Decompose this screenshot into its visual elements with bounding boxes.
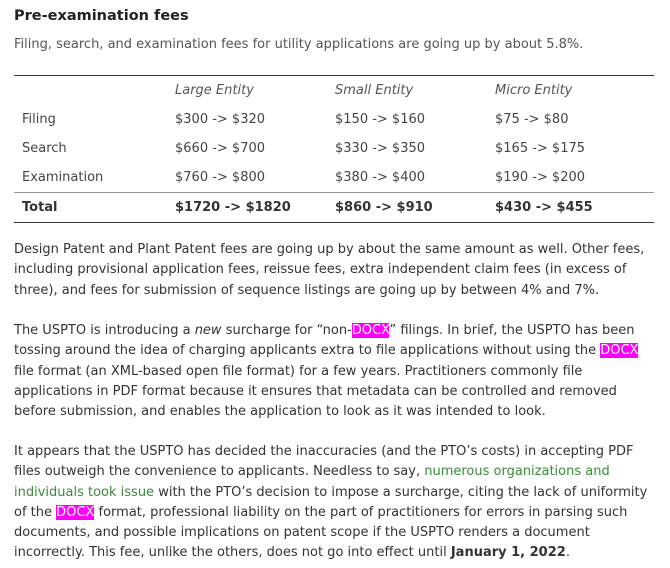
micro-entity-fee: $165 -> $175 xyxy=(495,141,586,156)
header-blank xyxy=(14,76,167,106)
p3-text-1: It appears that the USPTO has decided the inaccuracies (and the PTO’s costs) in accepting PDF files outweigh the convenience to applicants. Needless to say, xyxy=(14,444,634,480)
row-label: Search xyxy=(22,141,67,156)
emphasis-new: new xyxy=(194,323,222,338)
total-small-entity: $860 -> $910 xyxy=(327,193,487,223)
large-entity-fee: $300 -> $320 xyxy=(175,112,266,127)
paragraph-design-plant-fees: Design Patent and Plant Patent fees are going up by about the same amount as well. Other fees, including provisional application fees, reissue fees, extra independent claim fees (in excess of three), and fees for submission of sequence listings are going up by between 4% and 7%. xyxy=(14,242,645,298)
table-row xyxy=(14,134,654,163)
large-entity-fee: $760 -> $800 xyxy=(175,170,266,185)
row-label: Filing xyxy=(22,112,56,127)
paragraph-docx-surcharge xyxy=(14,321,656,422)
micro-entity-fee: $190 -> $200 xyxy=(495,170,586,185)
section-subtitle: Filing, search, and examination fees for utility applications are going up by about 5.8%. xyxy=(14,37,584,52)
p2-text-4: file format (an XML-based open file format) for a few years. Practitioners commonly file applications in PDF format because it ensures that metadata can be controlled and removed before submission, and enables the application to look as it was intended to look. xyxy=(14,363,617,420)
table-total-row xyxy=(14,193,654,223)
row-label: Examination xyxy=(22,170,104,185)
highlight-docx: DOCX xyxy=(56,504,95,520)
small-entity-fee: $330 -> $350 xyxy=(335,141,426,156)
p2-text-2: surcharge for “non- xyxy=(221,323,352,338)
p3-text-2: with the PTO’s decision to impose a surcharge, citing the lack of uniformity of the xyxy=(14,484,648,520)
p3-text-4: . xyxy=(565,545,570,561)
table-header-row xyxy=(14,76,654,106)
micro-entity-fee: $75 -> $80 xyxy=(495,112,569,127)
highlight-docx: DOCX xyxy=(600,343,639,359)
header-large-entity: Large Entity xyxy=(175,83,254,98)
highlight-docx: DOCX xyxy=(351,323,390,338)
fee-table xyxy=(14,75,654,223)
small-entity-fee: $150 -> $160 xyxy=(335,112,426,127)
table-row xyxy=(14,105,654,134)
header-small-entity: Small Entity xyxy=(335,83,414,98)
p2-text-3: ” filings. In brief, the USPTO has been tossing around the idea of charging applicants extra to file applications without using the xyxy=(14,323,635,359)
total-label: Total xyxy=(14,193,167,223)
small-entity-fee: $380 -> $400 xyxy=(335,170,426,185)
p2-text-1: The USPTO is introducing a xyxy=(14,323,195,338)
organizations-took-issue-link[interactable]: numerous organizations and individuals took issue xyxy=(14,464,610,500)
header-micro-entity: Micro Entity xyxy=(495,83,573,98)
paragraph-pdf-decision xyxy=(14,442,656,564)
large-entity-fee: $660 -> $700 xyxy=(175,141,266,156)
section-title: Pre-examination fees xyxy=(14,8,189,24)
total-large-entity: $1720 -> $1820 xyxy=(167,193,327,223)
table-row xyxy=(14,163,654,193)
p3-text-3: format, professional liability on the part of practitioners for errors in parsing such documents, and possible implications on patent scope if the USPTO renders a document incorrectly. This fee, unlike the others, does not go into effect until xyxy=(14,504,628,561)
effective-date: January 1, 2022 xyxy=(450,545,566,561)
total-micro-entity: $430 -> $455 xyxy=(487,193,654,223)
